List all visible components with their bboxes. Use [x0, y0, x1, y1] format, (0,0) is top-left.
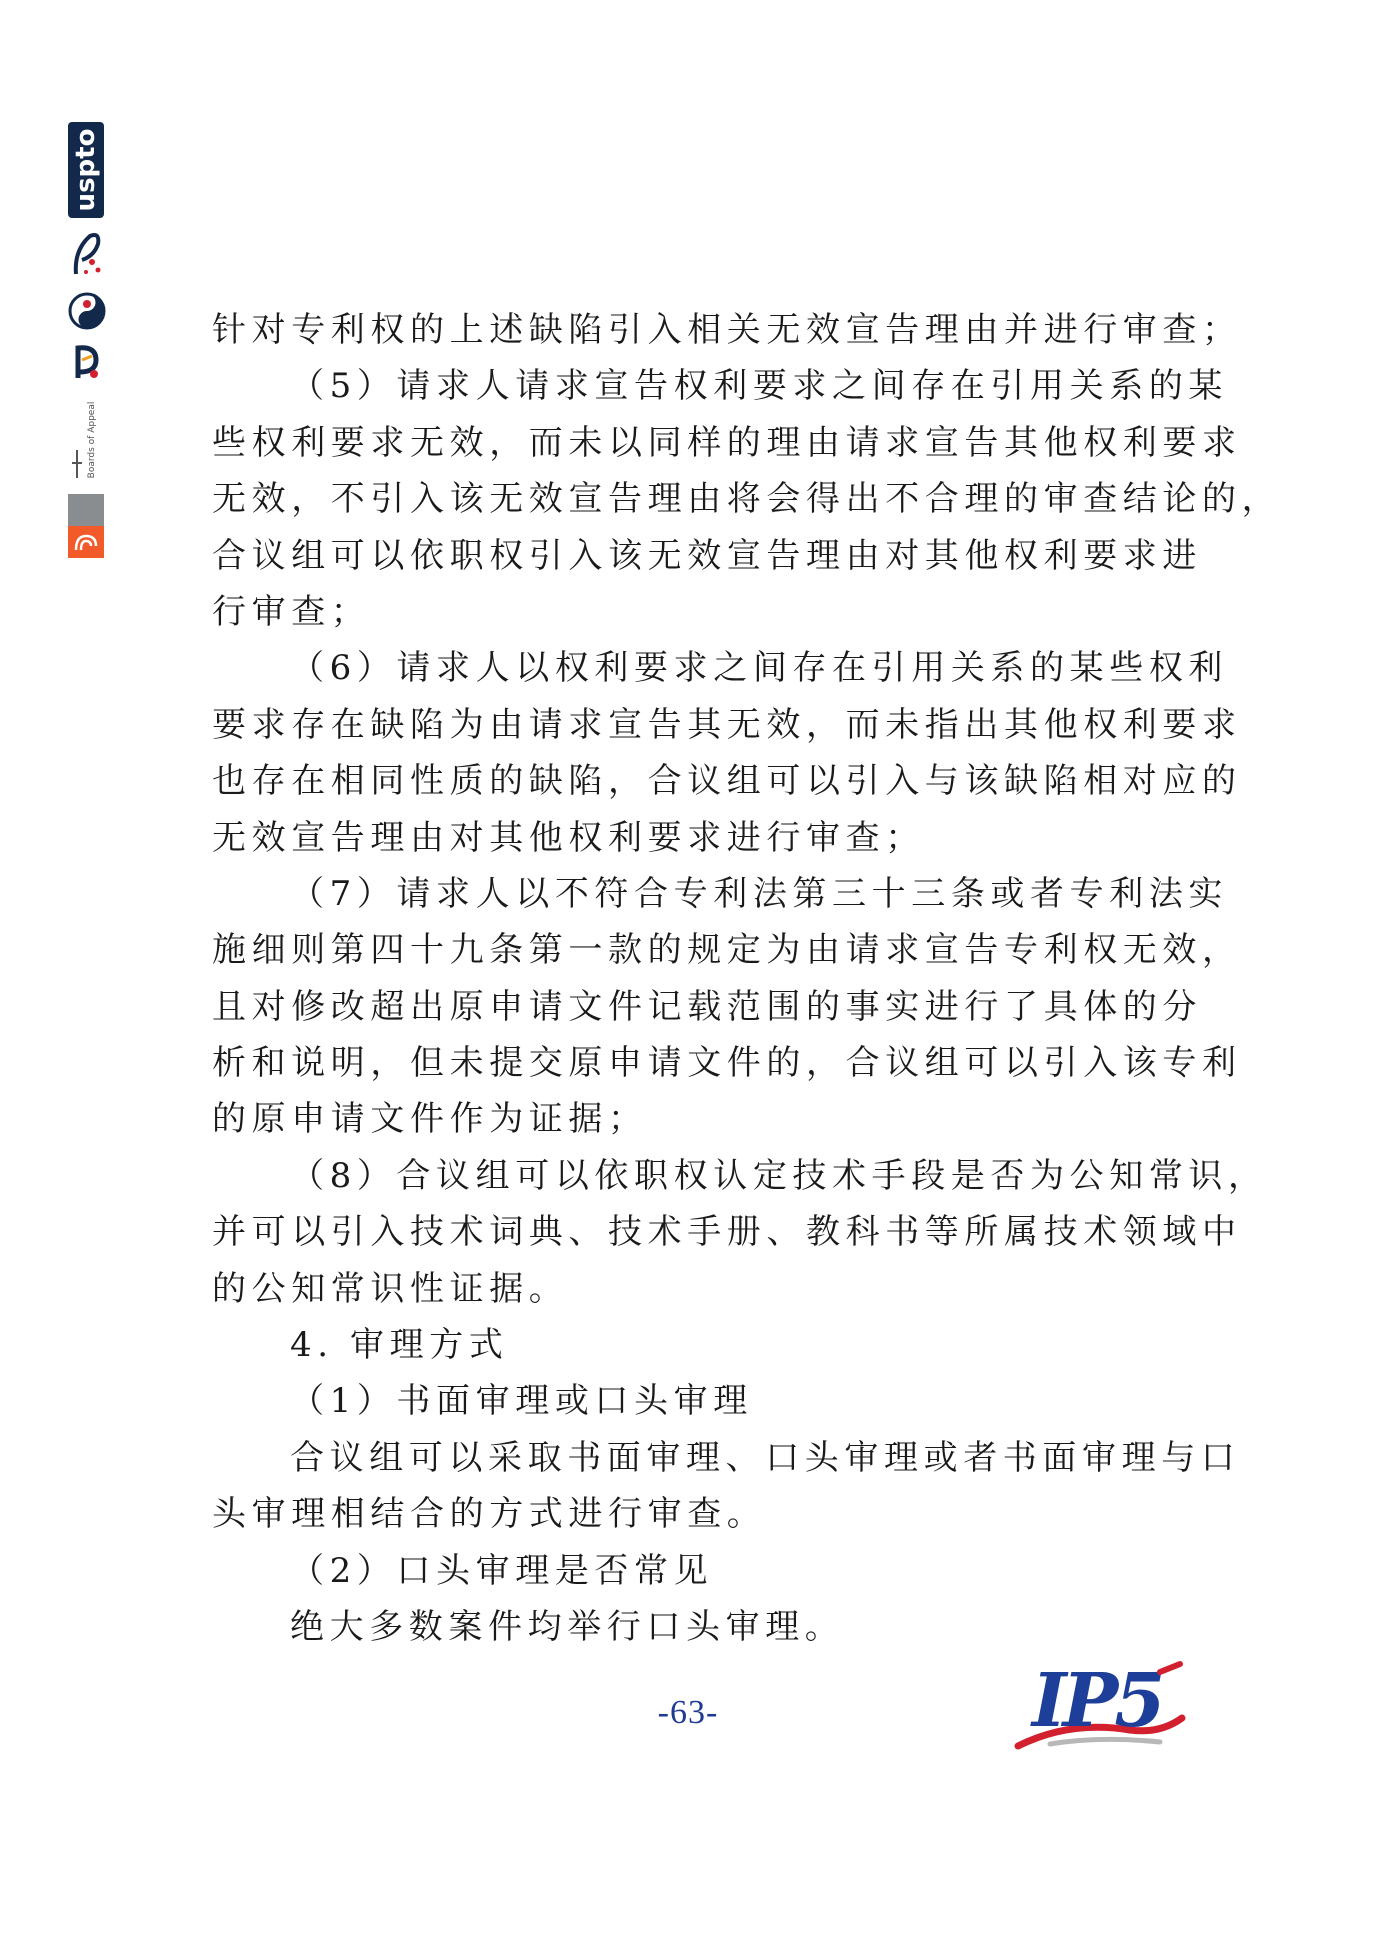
body-line: 些权利要求无效，而未以同样的理由请求宣告其他权利要求	[212, 422, 1242, 463]
body-line: 行审查；	[212, 591, 371, 632]
office-logos-strip	[66, 118, 108, 558]
uspto-logo-text: uspto	[71, 128, 101, 212]
body-line: 析和说明，但未提交原申请文件的，合议组可以引入该专利	[212, 1043, 1242, 1084]
epo-boards-of-appeal-logo	[70, 394, 106, 484]
uspto-logo	[68, 122, 104, 218]
page-number: -63-	[657, 1694, 719, 1731]
body-line: 合议组可以采取书面审理、口头审理或者书面审理与口	[290, 1437, 1241, 1478]
euipo-logo	[68, 494, 104, 558]
body-line: 头审理相结合的方式进行审查。	[212, 1494, 767, 1535]
kipo-logo	[68, 292, 106, 330]
ip5-logo	[1010, 1650, 1190, 1760]
epo-mark-icon	[72, 450, 82, 478]
body-line: 并可以引入技术词典、技术手册、教科书等所属技术领域中	[212, 1212, 1242, 1253]
subsection-heading: （2）口头审理是否常见	[290, 1550, 714, 1591]
body-line: （6）请求人以权利要求之间存在引用关系的某些权利	[290, 648, 1229, 689]
cnipa-logo	[70, 342, 104, 382]
section-heading: 4. 审理方式	[290, 1325, 509, 1366]
body-line: 且对修改超出原申请文件记载范围的事实进行了具体的分	[212, 986, 1202, 1027]
body-line: 也存在相同性质的缺陷，合议组可以引入与该缺陷相对应的	[212, 761, 1242, 802]
subsection-heading: （1）书面审理或口头审理	[290, 1381, 753, 1422]
body-line: 要求存在缺陷为由请求宣告其无效，而未指出其他权利要求	[212, 704, 1242, 745]
body-line: 的公知常识性证据。	[212, 1268, 569, 1309]
euipo-mark-icon	[74, 532, 98, 552]
body-line: 无效宣告理由对其他权利要求进行审查；	[212, 817, 925, 858]
boards-of-appeal-text: Boards of Appeal	[87, 401, 97, 479]
body-line: （8）合议组可以依职权认定技术手段是否为公知常识，	[290, 1155, 1268, 1196]
jpo-logo	[70, 230, 104, 280]
body-line: （7）请求人以不符合专利法第三十三条或者专利法实	[290, 873, 1229, 914]
body-line: 针对专利权的上述缺陷引入相关无效宣告理由并进行审查；	[212, 310, 1242, 350]
ip5-logo-text: IP5	[1032, 1658, 1162, 1744]
body-line: （5）请求人请求宣告权利要求之间存在引用关系的某	[290, 366, 1229, 407]
document-body	[212, 302, 1282, 1655]
body-line: 施细则第四十九条第一款的规定为由请求宣告专利权无效，	[212, 930, 1242, 971]
body-line: 无效，不引入该无效宣告理由将会得出不合理的审查结论的，	[212, 479, 1282, 520]
body-line: 合议组可以依职权引入该无效宣告理由对其他权利要求进	[212, 535, 1202, 576]
euipo-logo-grey-block	[68, 494, 104, 526]
body-line: 绝大多数案件均举行口头审理。	[290, 1606, 845, 1647]
body-line: 的原申请文件作为证据；	[212, 1099, 648, 1140]
